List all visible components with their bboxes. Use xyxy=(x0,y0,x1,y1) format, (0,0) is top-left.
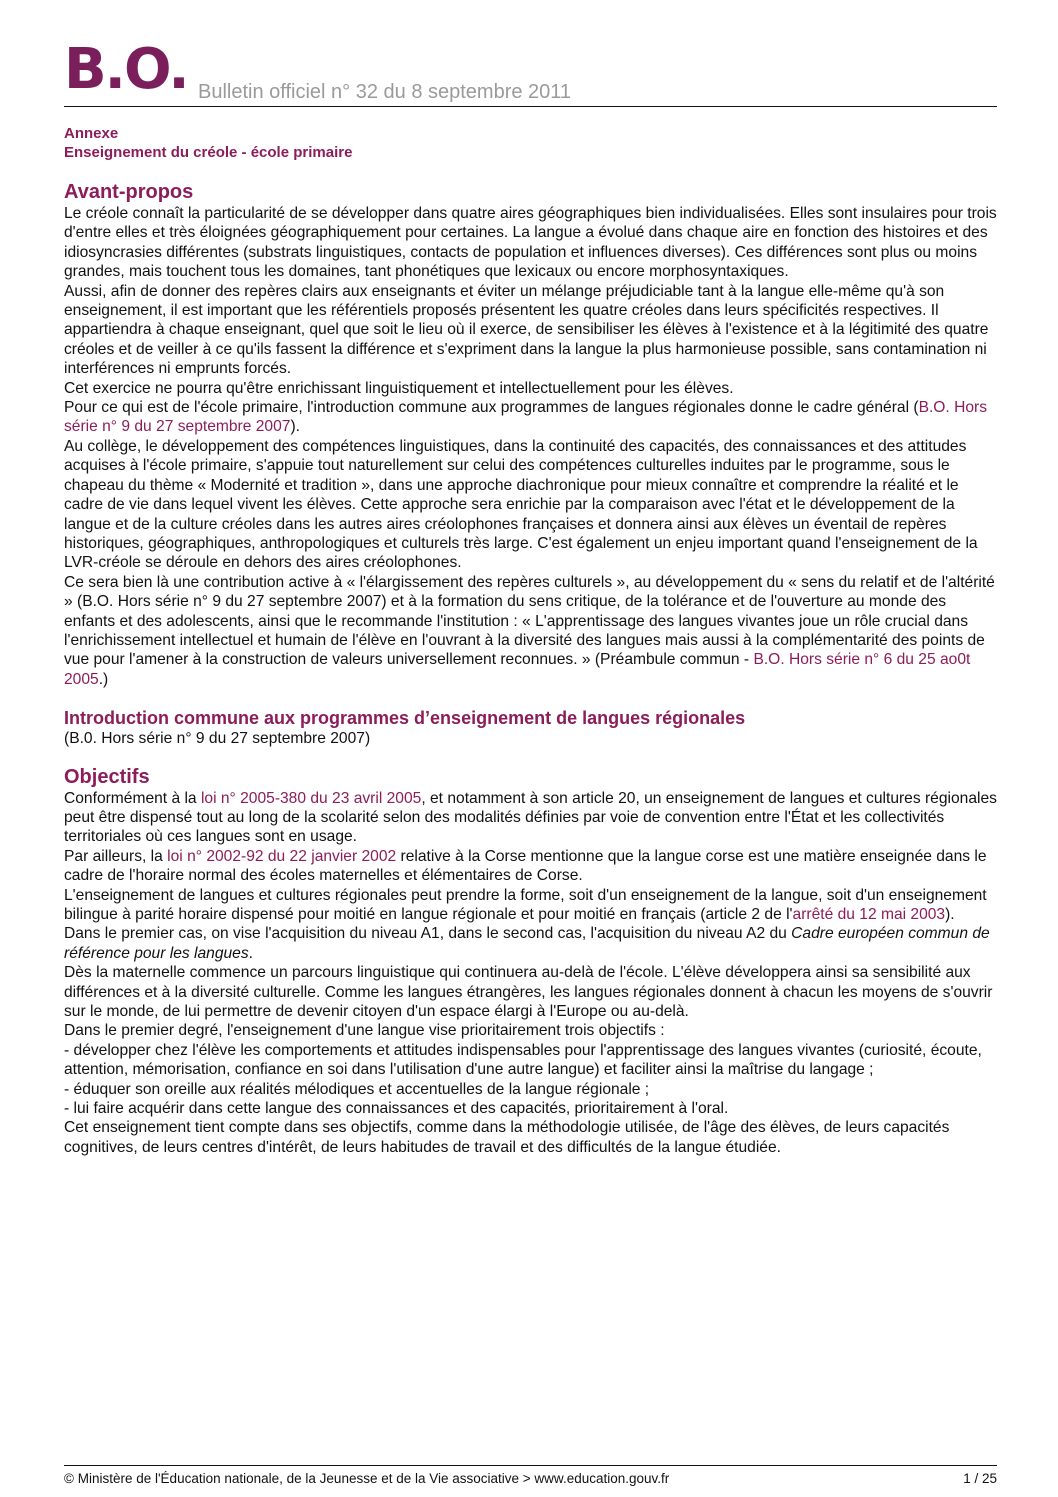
text-span: Par ailleurs, la xyxy=(64,847,168,865)
avant-propos-paragraph-6 xyxy=(64,573,999,689)
text-span: Pour ce qui est de l'école primaire, l'introduction commune aux programmes de langues régionales donne le cadre général ( xyxy=(64,399,919,417)
avant-propos-paragraph-4 xyxy=(64,398,999,437)
page-header xyxy=(64,37,996,106)
objectifs-paragraph-5: Dès la maternelle commence un parcours linguistique qui continuera au-delà de l'école. L'élève développera ainsi sa sensibilité aux différences et à la diversité culturelle. Comme les langues étrangères, les langues régionales donnent à chacun les moyens de s'ouvrir sur le monde, de lui permettre de devenir citoyen d'un espace élargi à l'Europe ou au-delà. xyxy=(64,964,993,1021)
objectifs-heading: Objectifs xyxy=(64,765,150,788)
avant-propos-paragraph-3: Cet exercice ne pourra qu'être enrichissant linguistiquement et intellectuellement pour les élèves. xyxy=(64,379,734,397)
objectifs-list-item-2: - éduquer son oreille aux réalités mélodiques et accentuelles de la langue régionale ; xyxy=(64,1080,650,1098)
objectifs-paragraph-3 xyxy=(64,886,999,925)
avant-propos-paragraph-1: Le créole connaît la particularité de se développer dans quatre aires géographiques bien individualisées. Elles sont insulaires pour trois d'entre elles et très éloignées géographiquement pour certaines. La langue a évolué dans chaque aire en fonction des histoires et des idiosyncrasies différentes (substrats linguistiques, contacts de population et influences diverses). Ces différences sont plus ou moins grandes, mais touchent tous les domaines, tant phonétiques que lexicaux ou encore morphosyntaxiques. xyxy=(64,205,997,281)
objectifs-paragraph-7: Cet enseignement tient compte dans ses objectifs, comme dans la méthodologie utilisée, de l'âge des élèves, de leurs capacités cognitives, de leurs centres d'intérêt, de leurs habitudes de travail et des difficultés de la langue étudiée. xyxy=(64,1119,950,1156)
annex-label: Annexe xyxy=(64,125,119,142)
avant-propos-paragraph-5: Au collège, le développement des compétences linguistiques, dans la continuité des capacités, des connaissances et des attitudes acquises à l'école primaire, s'appuie tout naturellement sur celui des compétences culturelles induites par le programme, sous le chapeau du thème « Modernité et tradition », dans une approche diachronique pour mieux connaître et comprendre la réalité et le cadre de vie dans lequel vivent les élèves. Cette approche sera enrichie par la comparaison avec l'état et le développement de la langue et de la culture créoles dans les autres aires créolophones françaises et donnera ainsi aux élèves un éventail de repères historiques, géographiques, anthropologiques et culturels très large. C'est également un enjeu important quand l'enseignement de la LVR-créole se déroule en dehors des aires créolophones. xyxy=(64,437,978,572)
objectifs-list-item-3: - lui faire acquérir dans cette langue des connaissances et des capacités, prioritairement à l'oral. xyxy=(64,1100,729,1118)
text-span: ). xyxy=(945,906,955,923)
page-footer xyxy=(64,1470,997,1488)
footer-divider xyxy=(64,1465,997,1466)
avant-propos-paragraph-2: Aussi, afin de donner des repères clairs aux enseignants et éviter un mélange préjudiciable tant à la langue elle-même qu'à son enseignement, il est important que les référentiels proposés présentent les quatre créoles dans leurs spécificités respectives. Il appartiendra à chaque enseignant, quel que soit le lieu où il exerce, de sensibiliser les élèves à l'existence et à la légitimité des quatre créoles et de veiller à ce qu'ils fassent la différence et s'expriment dans la langue la plus harmonieuse possible, sans contamination ni interférences ni emprunts forcés. xyxy=(64,282,989,378)
arrete-2003-link[interactable]: arrêté du 12 mai 2003 xyxy=(792,906,946,923)
objectifs-paragraph-6: Dans le premier degré, l'enseignement d'une langue vise prioritairement trois objectifs : xyxy=(64,1022,665,1040)
annex-subtitle: Enseignement du créole - école primaire xyxy=(64,144,353,161)
objectifs-paragraph-4 xyxy=(64,924,999,963)
objectifs-paragraph-1 xyxy=(64,789,999,847)
text-span: . xyxy=(248,944,253,962)
introduction-heading: Introduction commune aux programmes d’enseignement de langues régionales xyxy=(64,708,746,729)
objectifs-list-item-1: - développer chez l'élève les comportements et attitudes indispensables pour l'apprentissage des langues vivantes (curiosité, écoute, attention, mémorisation, confiance en soi dans l'utilisation d'une autre langue) et faciliter ainsi la maîtrise du langage ; xyxy=(64,1041,982,1079)
loi-2002-92-link[interactable]: loi n° 2002-92 du 22 janvier 2002 xyxy=(167,847,397,865)
text-span: .) xyxy=(98,670,109,688)
text-span: L'enseignement de langues et cultures régionales peut prendre la forme, soit d'un enseignement de la langue, soit d'un enseignement bilingue à parité horaire dispensé pour moitié en langue régionale et pour moitié en français (article 2 de l' xyxy=(64,886,987,923)
text-span: , et notamment à son article 20, un enseignement de langues et cultures régionales peut être dispensé tout au long de la scolarité selon des modalités définies par voie de convention entre l'État et les collectivités territoriales où ces langues sont en usage. xyxy=(64,789,997,846)
page-number: 1 / 25 xyxy=(963,1471,997,1486)
footer-copyright: © Ministère de l'Éducation nationale, de la Jeunesse et de la Vie associative > www.education.gouv.fr xyxy=(64,1471,670,1486)
text-span: Dans le premier cas, on vise l'acquisition du niveau A1, dans le second cas, l'acquisition du niveau A2 du xyxy=(64,925,792,943)
text-span: relative à la Corse mentionne que la langue corse est une matière enseignée dans le cadre de l'horaire normal des écoles maternelles et élémentaires de Corse. xyxy=(64,847,987,885)
header-divider xyxy=(64,106,997,107)
bo-logo: B.O. xyxy=(64,37,188,102)
objectifs-paragraph-2 xyxy=(64,847,999,886)
text-span: ). xyxy=(290,418,300,436)
cadre-europeen-title: Cadre européen commun de référence pour les langues xyxy=(64,925,990,962)
loi-2005-380-link[interactable]: loi n° 2005-380 du 23 avril 2005 xyxy=(200,789,422,807)
bulletin-title: Bulletin officiel n° 32 du 8 septembre 2011 xyxy=(198,81,572,103)
bo-hs9-link[interactable]: B.O. Hors série n° 9 du 27 septembre 2007 xyxy=(64,399,988,436)
text-span: Conformément à la xyxy=(64,789,201,807)
document-body xyxy=(64,124,999,1157)
introduction-reference: (B.0. Hors série n° 9 du 27 septembre 2007) xyxy=(64,730,371,748)
avant-propos-heading: Avant-propos xyxy=(64,181,194,203)
text-span: Ce sera bien là une contribution active à « l'élargissement des repères culturels », au développement du « sens du relatif et de l'altérité » (B.O. Hors série n° 9 du 27 septembre 2007) et à la formation du sens critique, de la tolérance et de l'ouverture au monde des enfants et des adolescents, ainsi que le recommande l'institution : « L'apprentissage des langues vivantes joue un rôle crucial dans l'enrichissement intellectuel et humain de l'élève en l'ouvrant à la diversité des langues mais aussi à la complémentarité des points de vue pour l'amener à la construction de valeurs universellement reconnues. » (Préambule commun - xyxy=(64,573,995,669)
bo-hs6-link[interactable]: B.O. Hors série n° 6 du 25 ao0t 2005 xyxy=(64,651,971,688)
